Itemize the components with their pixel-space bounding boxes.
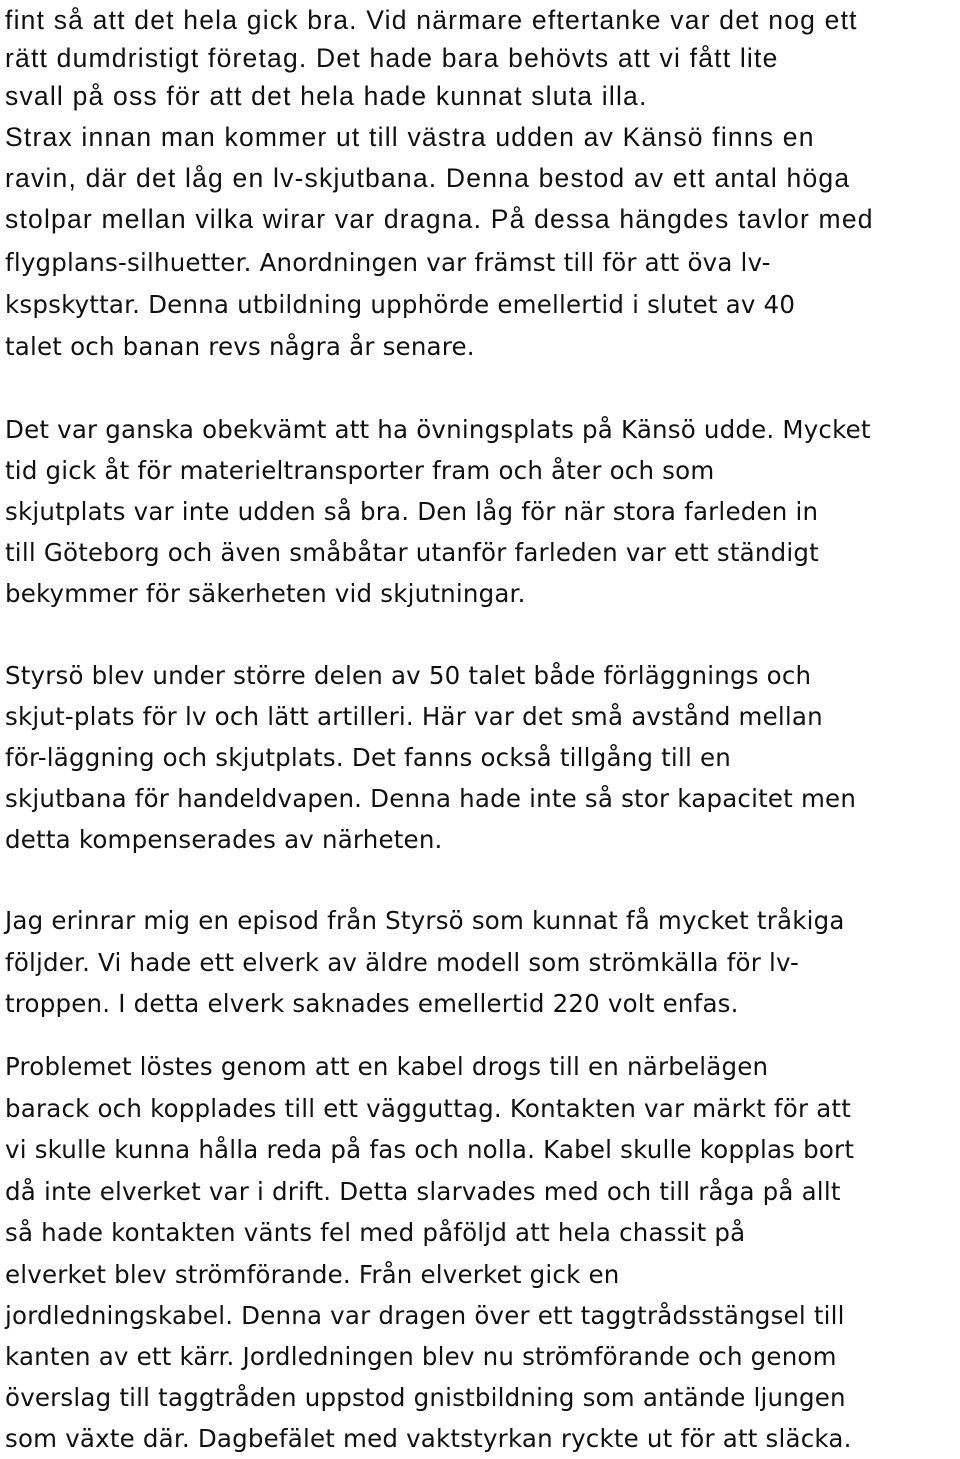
text-line: Det var ganska obekvämt att ha övningsplats på Känsö udde. Mycket — [5, 415, 871, 444]
text-line: följder. Vi hade ett elverk av äldre modell som strömkälla för lv- — [5, 948, 800, 977]
text-line: tid gick åt för materieltransporter fram och åter och som — [5, 456, 715, 485]
text-line: Styrsö blev under större delen av 50 talet både förläggnings och — [5, 661, 812, 690]
text-line: överslag till taggtråden uppstod gnistbildning som antände ljungen — [5, 1383, 846, 1412]
text-line: talet och banan revs några år senare. — [5, 332, 475, 361]
text-line: fint så att det hela gick bra. Vid närmare eftertanke var det nog ett — [5, 5, 858, 35]
text-line: som växte där. Dagbefälet med vaktstyrkan ryckte ut för att släcka. — [5, 1424, 852, 1453]
text-line: jordledningskabel. Denna var dragen över ett taggtrådsstängsel till — [5, 1301, 845, 1330]
text-line: kanten av ett kärr. Jordledningen blev nu strömförande och genom — [5, 1342, 837, 1371]
text-line: så hade kontakten vänts fel med påföljd att hela chassit på — [5, 1218, 746, 1247]
text-line: bekymmer för säkerheten vid skjutningar. — [5, 579, 526, 608]
text-line: svall på oss för att det hela hade kunnat sluta illa. — [5, 81, 648, 111]
text-line: troppen. I detta elverk saknades emellertid 220 volt enfas. — [5, 989, 739, 1018]
text-line: för-läggning och skjutplats. Det fanns också tillgång till en — [5, 743, 731, 772]
text-line: flygplans-silhuetter. Anordningen var främst till för att öva lv- — [5, 248, 771, 277]
text-line: rätt dumdristigt företag. Det hade bara behövts att vi fått lite — [5, 43, 779, 73]
text-line: till Göteborg och även småbåtar utanför farleden var ett ständigt — [5, 538, 819, 567]
text-line: Jag erinrar mig en episod från Styrsö som kunnat få mycket tråkiga — [5, 906, 845, 935]
text-line: elverket blev strömförande. Från elverket gick en — [5, 1260, 620, 1289]
text-line: barack och kopplades till ett vägguttag. Kontakten var märkt för att — [5, 1094, 852, 1123]
text-line: då inte elverket var i drift. Detta slarvades med och till råga på allt — [5, 1177, 841, 1206]
text-line: vi skulle kunna hålla reda på fas och nolla. Kabel skulle kopplas bort — [5, 1135, 855, 1164]
text-line: kspskyttar. Denna utbildning upphörde emellertid i slutet av 40 — [5, 290, 796, 319]
text-line: skjutplats var inte udden så bra. Den låg för när stora farleden in — [5, 497, 819, 526]
text-line: skjut-plats för lv och lätt artilleri. Här var det små avstånd mellan — [5, 702, 823, 731]
text-line: skjutbana för handeldvapen. Denna hade inte så stor kapacitet men — [5, 784, 857, 813]
text-line: ravin, där det låg en lv-skjutbana. Denna bestod av ett antal höga — [5, 163, 851, 193]
text-line: stolpar mellan vilka wirar var dragna. På dessa hängdes tavlor med — [5, 204, 874, 234]
text-line: Strax innan man kommer ut till västra udden av Känsö finns en — [5, 122, 815, 152]
text-line: detta kompenserades av närheten. — [5, 825, 443, 854]
text-line: Problemet löstes genom att en kabel drogs till en närbelägen — [5, 1052, 769, 1081]
